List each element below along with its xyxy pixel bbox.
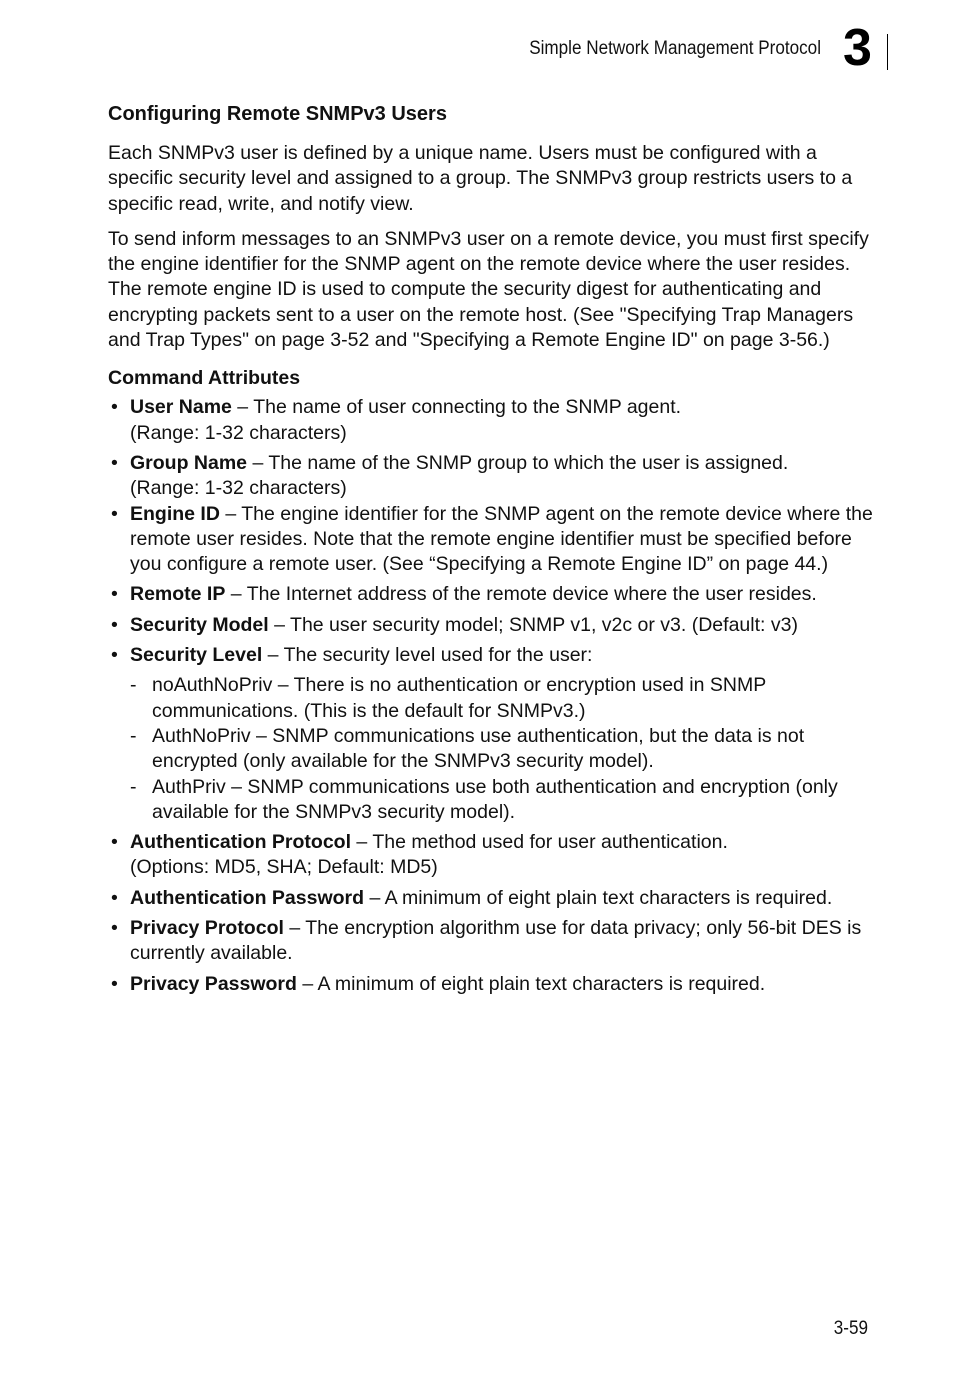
attribute-range: (Range: 1-32 characters) <box>130 421 347 444</box>
attribute-options: (Options: MD5, SHA; Default: MD5) <box>130 856 438 879</box>
attribute-user-name <box>108 395 873 446</box>
paragraph-inform-messages: To send inform messages to an SNMPv3 user on a remote device, you must first specify the engine identifier for the SNMP agent on the remote device where the user resides. The remote engine ID is used to compute the security digest for authenticating and encrypting packets sent to a user on the remote host. (See "Specifying Trap Managers and Trap Types" on page 3-52 and "Specifying a Remote Engine ID" on page 3-56.) <box>108 227 869 352</box>
attribute-authentication-protocol <box>108 830 873 881</box>
attribute-description: – The encryption algorithm use for data privacy; only 56-bit DES is currently available. <box>130 917 862 965</box>
attribute-privacy-password <box>108 972 873 997</box>
option-text: AuthNoPriv – SNMP communications use authentication, but the data is not encrypted (only available for the SNMPv3 security model). <box>152 724 805 773</box>
bullet: • <box>111 886 118 909</box>
attribute-description: – The Internet address of the remote device where the user resides. <box>225 583 817 606</box>
attribute-engine-id <box>108 502 873 578</box>
option-text: AuthPriv – SNMP communications use both authentication and encryption (only available for the SNMPv3 security model). <box>152 775 838 823</box>
paragraph-intro: Each SNMPv3 user is defined by a unique name. Users must be configured with a specific security level and assigned to a group. The SNMPv3 group restricts users to a specific read, write, and notify view. <box>108 142 853 215</box>
running-header-title: Simple Network Management Protocol <box>529 38 821 59</box>
attribute-description: – The security level used for the user: <box>262 644 593 667</box>
attribute-name: Group Name <box>130 451 248 474</box>
page-number: 3-59 <box>833 1318 868 1339</box>
bullet: • <box>111 831 118 854</box>
attribute-name: Authentication Password <box>130 886 365 909</box>
attribute-name: User Name <box>130 396 232 419</box>
chapter-divider <box>887 34 888 70</box>
bullet: • <box>111 583 118 606</box>
security-level-option <box>130 775 873 826</box>
section-heading: Configuring Remote SNMPv3 Users <box>108 103 447 125</box>
dash: - <box>130 775 137 798</box>
attribute-range: (Range: 1-32 characters) <box>130 477 347 500</box>
option-text: noAuthNoPriv – There is no authentication or encryption used in SNMP communications. (This is the default for SNMPv3.) <box>152 674 766 722</box>
attribute-description: – A minimum of eight plain text characters is required. <box>364 886 833 909</box>
bullet: • <box>111 644 118 667</box>
attribute-name: Privacy Password <box>130 972 297 995</box>
attribute-description: – The method used for user authentication. <box>351 831 728 854</box>
attribute-description: – A minimum of eight plain text characters is required. <box>296 972 766 995</box>
attribute-name: Authentication Protocol <box>130 831 351 854</box>
bullet: • <box>111 972 118 995</box>
bullet: • <box>111 613 118 636</box>
bullet: • <box>111 502 118 525</box>
attribute-name: Security Level <box>130 644 263 667</box>
attribute-security-model <box>108 613 873 638</box>
attribute-name: Remote IP <box>130 583 226 606</box>
attribute-security-level <box>108 643 873 825</box>
security-level-option <box>130 673 873 724</box>
bullet: • <box>111 917 118 940</box>
attribute-name: Engine ID <box>130 502 220 525</box>
attribute-authentication-password <box>108 886 873 911</box>
attribute-description: – The user security model; SNMP v1, v2c or v3. (Default: v3) <box>268 613 798 636</box>
page-content <box>108 100 873 1002</box>
dash: - <box>130 674 137 697</box>
chapter-number: 3 <box>843 19 872 77</box>
attribute-description: – The name of the SNMP group to which the user is assigned. <box>247 451 789 474</box>
attribute-name: Privacy Protocol <box>130 917 284 940</box>
security-level-option <box>130 724 873 775</box>
attribute-remote-ip <box>108 582 873 607</box>
bullet: • <box>111 451 118 474</box>
attribute-list <box>108 395 873 997</box>
bullet: • <box>111 396 118 419</box>
security-level-options <box>130 673 873 825</box>
dash: - <box>130 724 137 747</box>
attribute-description: – The engine identifier for the SNMP agent on the remote device where the remote user resides. Note that the remote engine identifier must be specified before you configure a remote user. (See “Specifying a Remote Engine ID” on page 44.) <box>130 502 873 576</box>
attribute-description: – The name of user connecting to the SNMP agent. <box>231 396 682 419</box>
attribute-name: Security Model <box>130 613 269 636</box>
attribute-privacy-protocol <box>108 916 873 967</box>
command-attributes-heading: Command Attributes <box>108 367 301 390</box>
attribute-group-name <box>108 451 873 502</box>
